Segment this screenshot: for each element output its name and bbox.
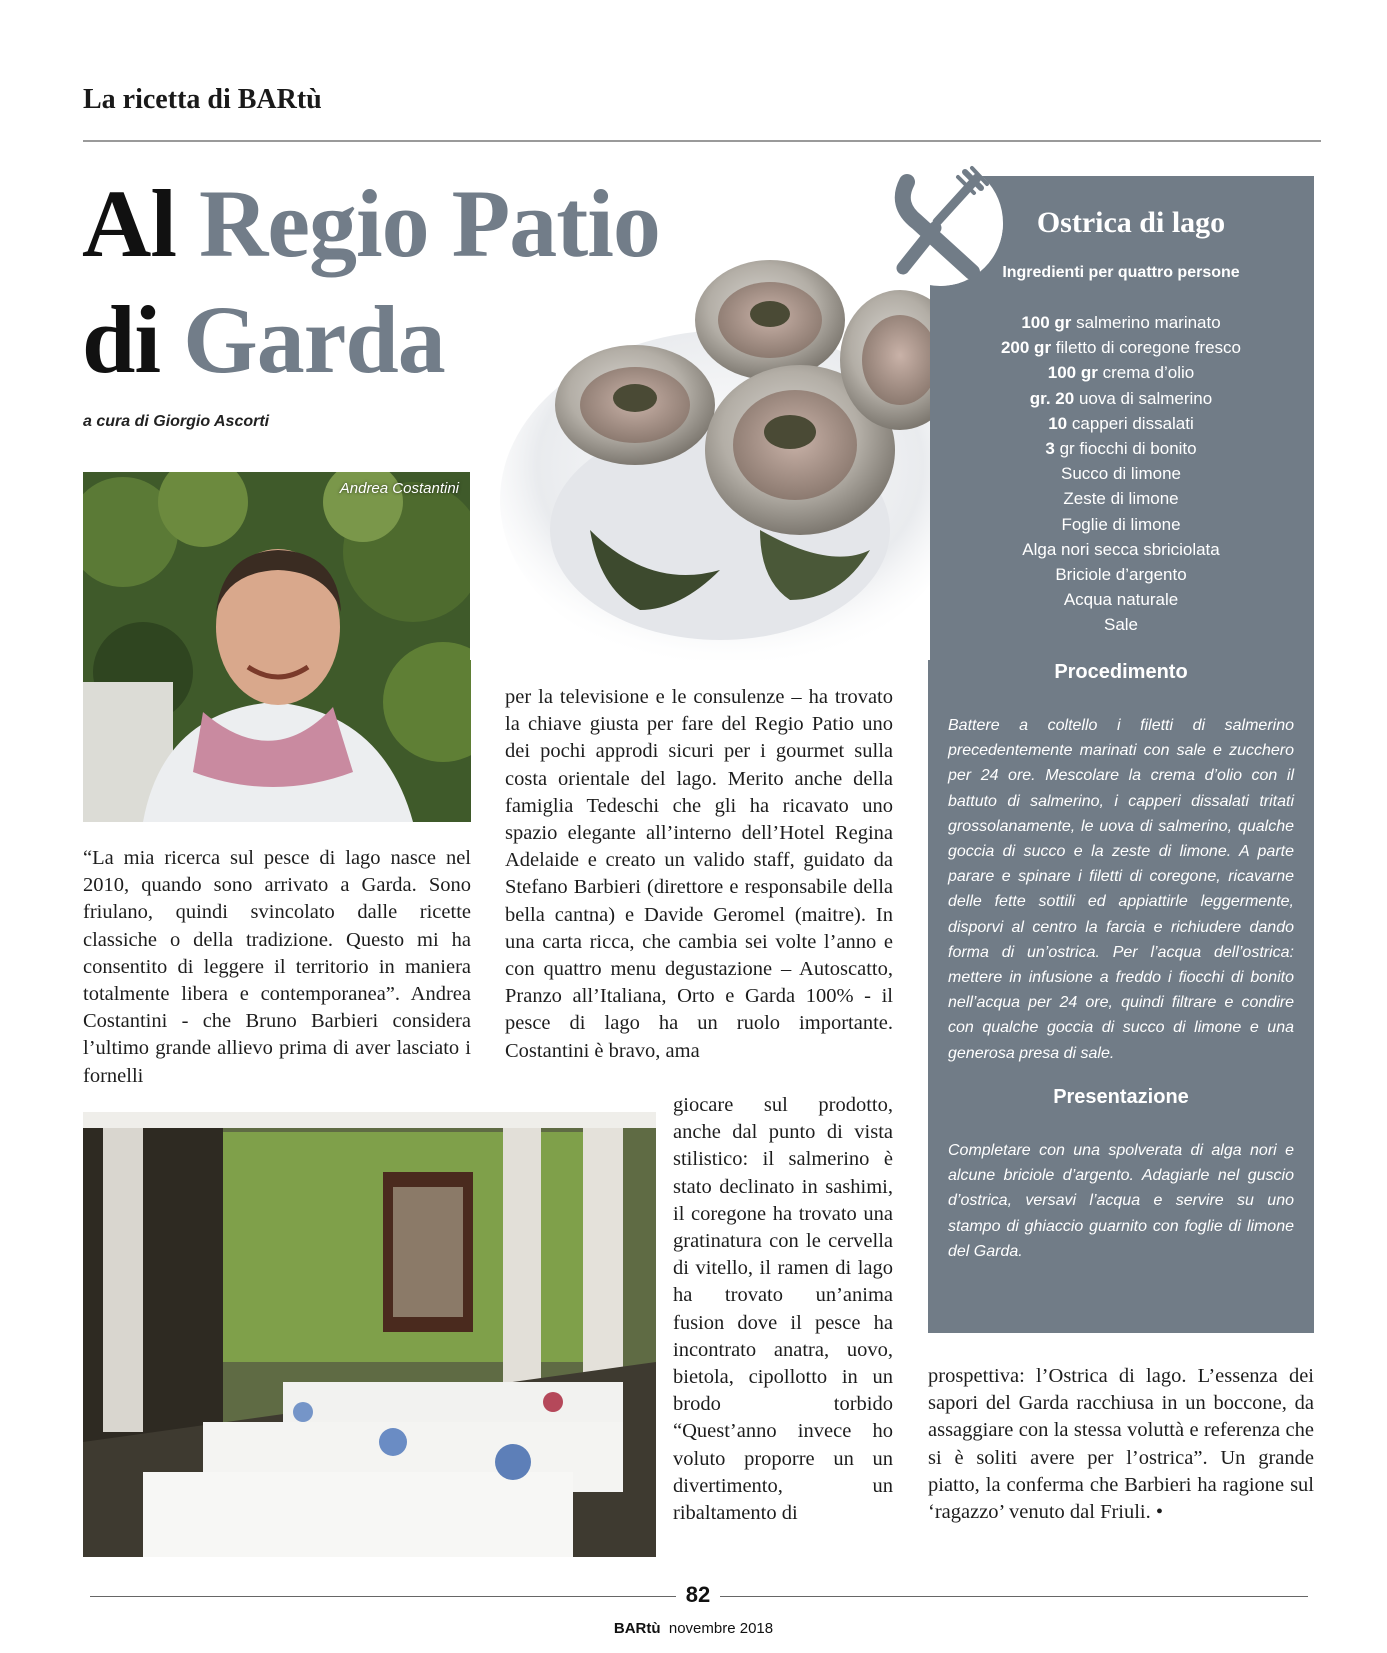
presentation-heading: Presentazione [1053,1086,1189,1108]
fork-knife-icon [877,160,1003,286]
recipe-title: Ostrica di lago [1036,206,1226,239]
headline-word-al: Al [82,170,176,277]
headline-line-2 [82,282,660,398]
article-column-2-continued: giocare sul prodotto, anche dal punto di vista stilistico: il salmerino è stato declinato in sashimi, il coregone ha trovato una gratinatura con le cervella di vitello, il ramen di lago ha trovato un’anima fusion dove il pesce ha incontrato anatra, uovo, bietola, cipollotto in un brodo torbido “Quest’anno invece ho voluto proporre un un divertimento, un ribaltamento di [673,1094,893,1525]
ingredient-item: Alga nori secca sbriciolata [1022,539,1220,559]
page-number: 82 [685,1582,711,1607]
chef-photo-caption: Andrea Costantini [339,480,459,497]
article-column-3: prospettiva: l’Ostrica di lago. L’essenza dei sapori del Garda racchiusa in un boccone, da assaggiare con la stessa voluttà e referenza che si è soliti avere per l’ostrica”. Un grande piatto, la conferma che Barbieri ha ragione sul ‘ragazzo’ venuto dal Friuli. • [928,1365,1314,1524]
ingredient-item: 200 gr filetto di coregone fresco [1000,338,1242,358]
recipe-subtitle: Ingredienti per quattro persone [1002,264,1240,281]
header-divider [83,140,1321,142]
ingredient-item: Sale [1103,615,1139,635]
headline-line-1 [82,166,660,282]
chef-photo [83,472,471,822]
article-column-2: per la televisione e le consulenze – ha trovato la chiave giusta per fare del Regio Patio uno dei pochi approdi sicuri per i gourmet sulla costa orientale del lago. Merito anche della famiglia Tedeschi che gli ha ricavato uno spazio elegante all’interno dell’Hotel Regina Adelaide e creato un valido staff, guidato da Stefano Barbieri (direttore e responsabile della bella cantna) e Davide Geromel (maitre). In una carta ricca, che cambia sei volte l’anno e con quattro menu degustazione – Autoscatto, Pranzo all’Italiana, Orto e Garda 100% - il pesce di lago ha un ruolo importante. Costantini è bravo, ama [505,686,893,1062]
ingredient-item: 100 gr crema d’olio [1047,363,1195,383]
ingredient-item: 100 gr salmerino marinato [1021,313,1221,332]
headline-garda: Garda [183,286,445,393]
byline: a cura di Giorgio Ascorti [83,413,270,430]
footer-issue [0,1620,1387,1637]
ingredient-item: Foglie di limone [1061,514,1181,534]
presentation-text: Completare con una spolverata di alga nori e alcune briciole d’argento. Adagiarle nel guscio d’ostrica, versavi l’acqua e servire su uno stampo di ghiaccio guarnito con foglie di limone del Garda. [948,1142,1294,1260]
footer-issue-date: novembre 2018 [668,1620,774,1637]
ingredient-item: 3 gr fiocchi di bonito [1045,439,1197,459]
article-column-1: “La mia ricerca sul pesce di lago nasce nel 2010, quando sono arrivato a Garda. Sono friulano, quindi svincolato dalle ricette classiche o della tradizione. Questo mi ha consentito di leggere il territorio in maniera totalmente libera e contemporanea”. Andrea Costantini - che Bruno Barbieri considera l’ultimo grande allievo prima di aver lasciato i fornelli [83,847,471,1087]
section-title: La ricetta di BARtù [83,84,322,115]
ingredient-item: 10 capperi dissalati [1048,413,1194,433]
recipe-box [928,176,1314,1333]
ingredient-item: gr. 20 uova di salmerino [1029,388,1213,408]
ingredient-item: Briciole d’argento [1055,565,1187,585]
headline-word-di: di [82,286,161,393]
procedure-text: Battere a coltello i filetti di salmerino precedentemente marinati con sale e zucchero per 24 ore. Mescolare la crema d’olio con il battuto di salmerino, i capperi dissalati tritati grossolanamente, le uova di salmerino, qualche goccia di succo e la zeste di limone. A parte parare e spinare i filetti di coregone, ricavarne delle fette sottili ed appiattirle leggermente, disporvi al centro la farcia e richiudere dando forma di un’ostrica. Per l’acqua dell’ostrica: mettere in infusione a freddo i fiocchi di bonito nell’acqua per 24 ore, quindi filtrare e condire con qualche goccia di succo di limone e una generosa presa di sale. [948,717,1294,1062]
footer-divider-left [90,1596,676,1597]
ingredients-list [928,310,1314,638]
footer-magazine-name: BARtù [613,1620,661,1637]
headline-regio-patio: Regio Patio [199,170,660,277]
procedure-heading: Procedimento [1054,661,1188,683]
ingredient-item: Acqua naturale [1063,590,1179,610]
ingredient-item: Succo di limone [1060,464,1181,484]
footer-divider-right [720,1596,1308,1597]
ingredient-item: Zeste di limone [1063,489,1179,509]
article-headline [82,166,660,398]
restaurant-terrace-photo [83,1112,656,1557]
